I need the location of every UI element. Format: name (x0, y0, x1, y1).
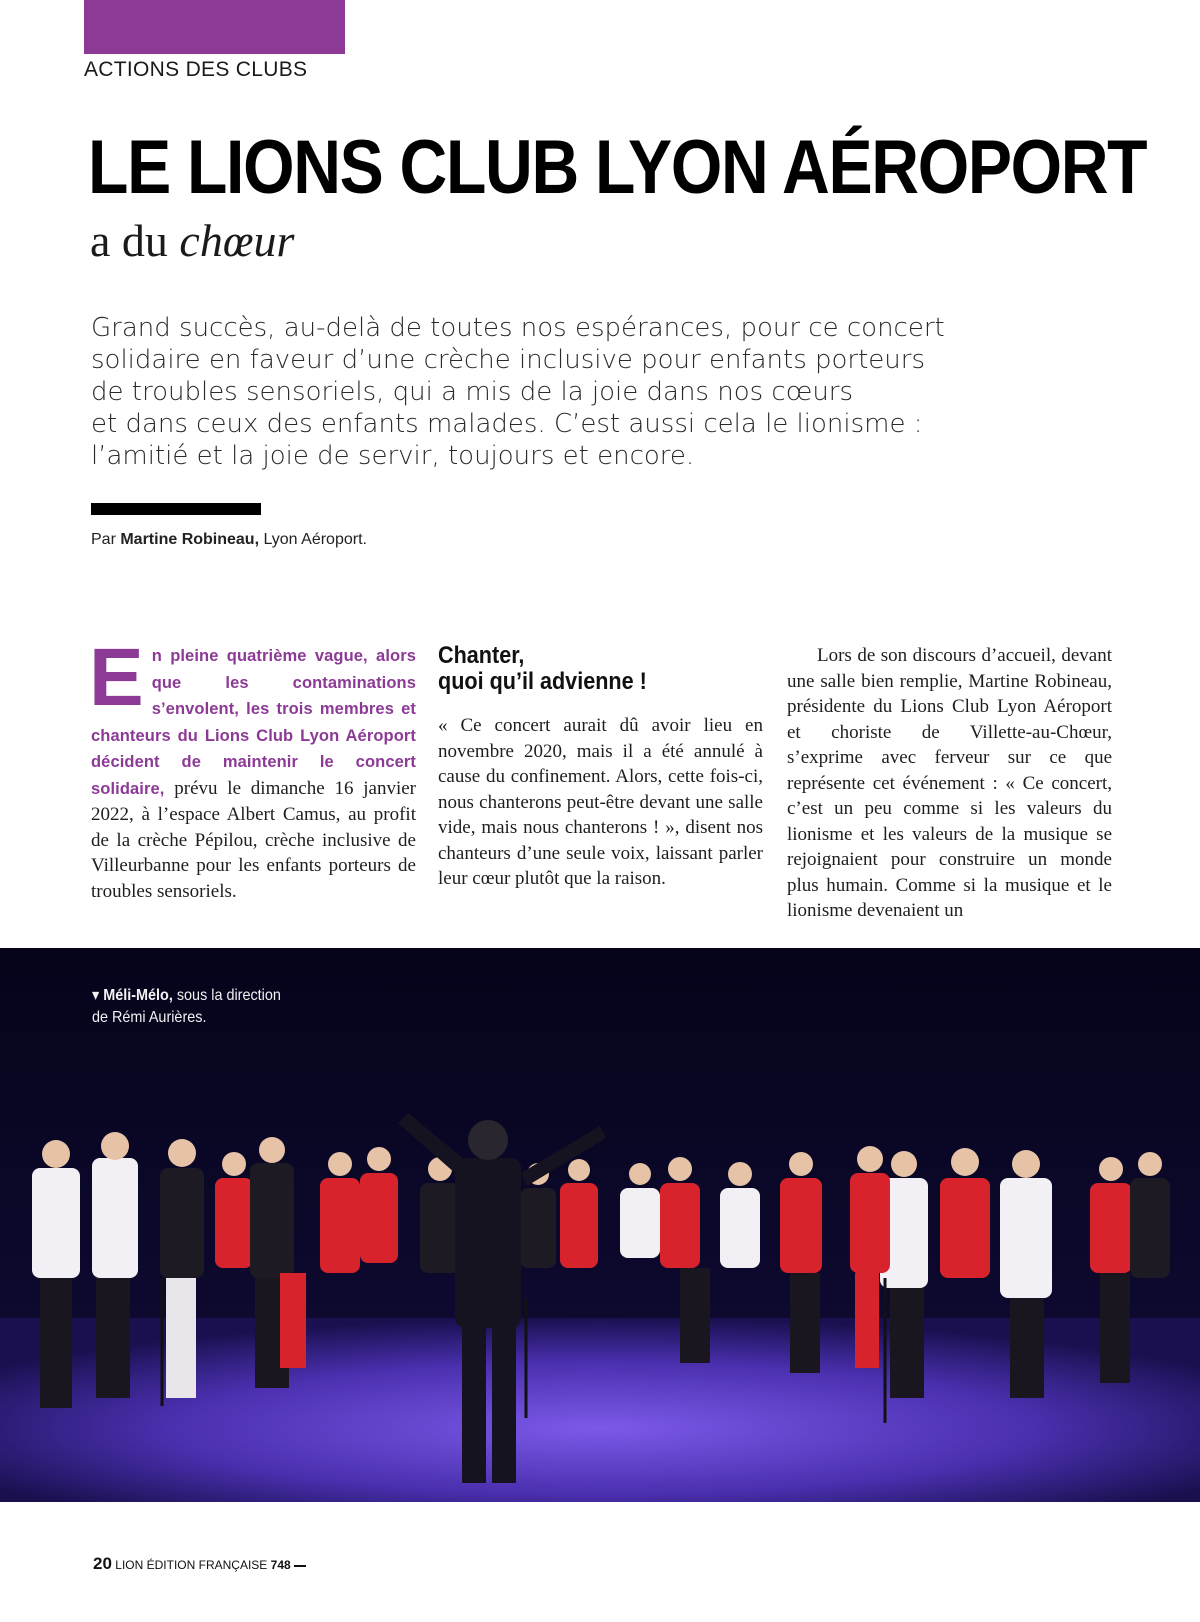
drop-cap: E (89, 632, 144, 723)
lead-line: solidaire en faveur d’une crèche inclusive pour enfants porteurs (91, 345, 926, 375)
subtitle-italic: chœur (179, 215, 295, 266)
intro-text: n pleine quatrième vague, alors que les contaminations s’envolent, les trois membres et chanteurs du Lions Club Lyon Aéroport décident de maintenir le concert solidaire, (91, 647, 416, 798)
photo-caption (92, 985, 281, 1029)
caption-rest: sous la direction (172, 987, 281, 1004)
byline-club: Lyon Aéroport. (259, 531, 367, 548)
article-column-2 (438, 643, 763, 892)
article-column-1 (89, 632, 416, 904)
publication-name: LION ÉDITION FRANÇAISE (115, 1558, 268, 1572)
caption-marker: ▾ (92, 987, 100, 1004)
page-footer (93, 1554, 306, 1574)
lead-paragraph (91, 312, 945, 472)
choir-stage-illustration (0, 948, 1200, 1502)
byline-prefix: Par (91, 531, 121, 548)
column2-body: « Ce concert aurait dû avoir lieu en novembre 2020, mais il a été annulé à cause du confinement. Alors, cette fois-ci, nous chanterons peut-être devant une salle vide, mais nous chanterons ! », disent nos chanteurs d’une seule voix, laissant parler leur cœur plutôt que la raison. (438, 715, 763, 889)
column3-body: Lors de son discours d’accueil, devant une salle bien remplie, Martine Robineau, présidente du Lions Club Lyon Aéroport et choriste de Villette-au-Chœur, s’exprime avec ferveur sur ce que représente cet événement : « Ce concert, c’est un peu comme si les valeurs du lionisme et les valeurs de la musique se rejoignaient pour construire un monde plus humain. Comme si la musique et le lionisme devenaient un (787, 645, 1112, 921)
subtitle-prefix: a du (90, 215, 180, 266)
lead-line: Grand succès, au-delà de toutes nos espérances, pour ce concert (91, 313, 945, 343)
byline-rule (91, 503, 261, 515)
concert-photo (0, 948, 1200, 1502)
byline (91, 531, 367, 549)
article-title: LE LIONS CLUB LYON AÉROPORT (88, 125, 1147, 210)
byline-author: Martine Robineau, (120, 531, 260, 548)
footer-dash (294, 1565, 306, 1567)
issue-number: 748 (270, 1558, 291, 1572)
article-column-3 (787, 643, 1112, 924)
subheading (438, 643, 731, 695)
lead-line: de troubles sensoriels, qui a mis de la joie dans nos cœurs (91, 377, 854, 407)
subheading-line: quoi qu’il advienne ! (438, 668, 647, 695)
caption-bold: Méli-Mélo, (103, 987, 173, 1004)
caption-line2: de Rémi Aurières. (92, 1009, 207, 1026)
article-subtitle (90, 214, 294, 267)
subheading-line: Chanter, (438, 642, 525, 669)
section-label: ACTIONS DES CLUBS (84, 58, 308, 81)
section-color-bar (84, 0, 345, 54)
lead-line: l’amitié et la joie de servir, toujours et encore. (91, 441, 695, 471)
column1-body: prévu le dimanche 16 janvier 2022, à l’espace Albert Camus, au profit de la crèche Pépilou, crèche inclusive de Villeurbanne pour les enfants porteurs de troubles sensoriels. (91, 777, 416, 902)
page-number: 20 (93, 1554, 112, 1573)
lead-line: et dans ceux des enfants malades. C’est aussi cela le lionisme : (91, 409, 923, 439)
